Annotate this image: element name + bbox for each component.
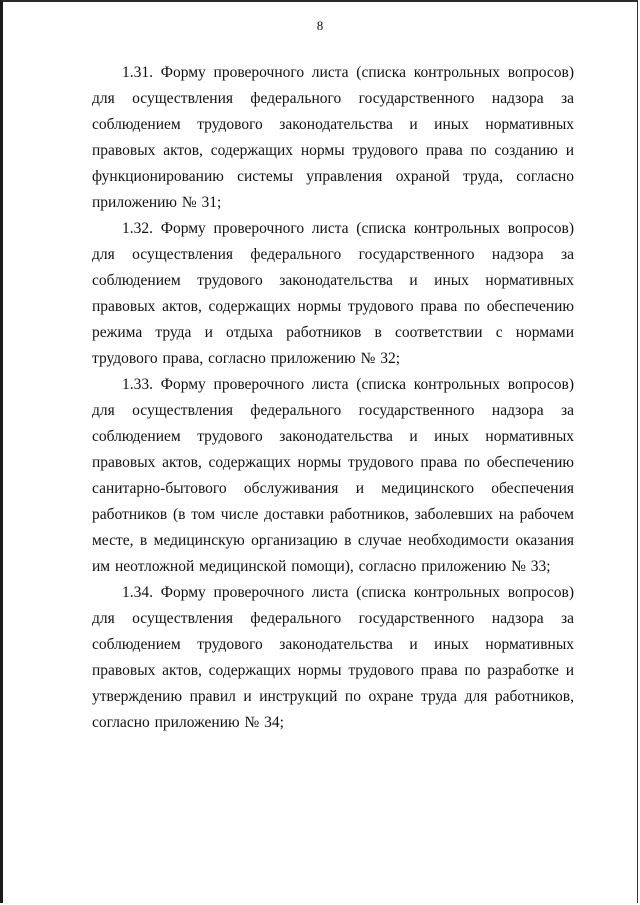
clause-1-33: 1.33. Форму проверочного листа (списка контрольных вопросов) для осуществления федерального государственного надзора за соблюдением трудового законодательства и иных нормативных правовых актов, содержащих нормы трудового права по обеспечению санитарно-бытового обслуживания и медицинского обеспечения работников (в том числе доставки работников, заболевших на рабочем месте, в медицинскую организацию в случае необходимости оказания им неотложной медицинской помощи), согласно приложению № 33; (92, 376, 574, 575)
page-number: 8 (316, 18, 324, 33)
clause-1-34: 1.34. Форму проверочного листа (списка контрольных вопросов) для осуществления федерального государственного надзора за соблюдением трудового законодательства и иных нормативных правовых актов, содержащих нормы трудового права по разработке и утверждению правил и инструкций по охране труда для работников, согласно приложению № 34; (92, 584, 574, 731)
document-body (92, 60, 574, 736)
clause-1-32: 1.32. Форму проверочного листа (списка контрольных вопросов) для осуществления федерального государственного надзора за соблюдением трудового законодательства и иных нормативных правовых актов, содержащих нормы трудового права по обеспечению режима труда и отдыха работников в соответствии с нормами трудового права, согласно приложению № 32; (92, 220, 574, 367)
clause-1-31: 1.31. Форму проверочного листа (списка контрольных вопросов) для осуществления федерального государственного надзора за соблюдением трудового законодательства и иных нормативных правовых актов, содержащих нормы трудового права по созданию и функционированию системы управления охраной труда, согласно приложению № 31; (92, 64, 574, 211)
